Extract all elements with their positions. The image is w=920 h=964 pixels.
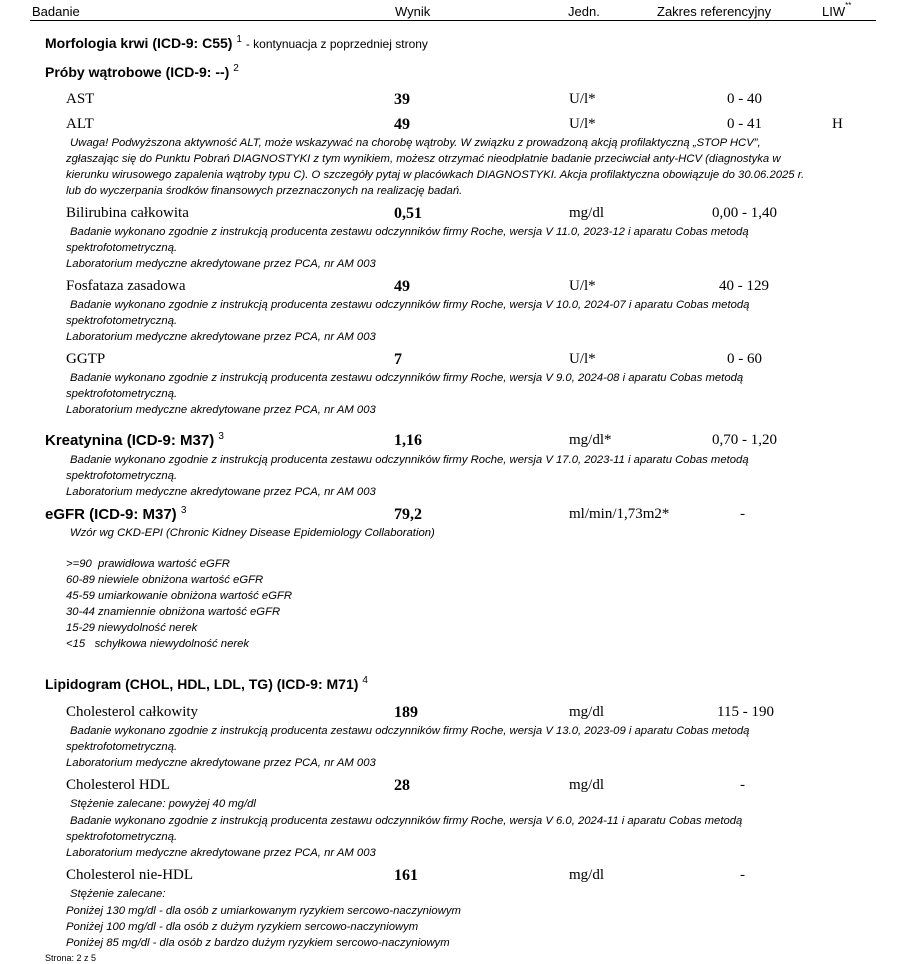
column-header-range: Zakres referencyjny <box>657 4 772 19</box>
test-value-chol: 189 <box>394 704 418 721</box>
note-line: zgłaszając się do Punktu Pobrań DIAGNOSTYKI z tym wynikiem, możesz otrzymać nieodpłatnie badanie przeciwciał anty-HCV (diagnostyka w <box>66 153 781 165</box>
test-range-ggtp: 0 - 60 <box>727 351 762 367</box>
test-name-alt: ALT <box>66 116 94 132</box>
test-range-hdl: - <box>740 777 745 793</box>
test-name-niehdl: Cholesterol nie-HDL <box>66 867 194 883</box>
note-line: Uwaga! Podwyższona aktywność ALT, może wskazywać na chorobę wątroby. W związku z prowadzoną akcją profilaktyczną „STOP HCV”, <box>70 137 761 149</box>
note-line: spektrofotometryczną. <box>66 831 178 843</box>
test-value-ast: 39 <box>394 91 410 108</box>
note-line: Laboratorium medyczne akredytowane przez PCA, nr AM 003 <box>66 757 376 769</box>
test-value-hdl: 28 <box>394 777 410 794</box>
test-value-kreatynina: 1,16 <box>394 432 422 449</box>
note-line: Laboratorium medyczne akredytowane przez PCA, nr AM 003 <box>66 404 376 416</box>
note-line: Stężenie zalecane: powyżej 40 mg/dl <box>70 798 256 810</box>
note-line: spektrofotometryczną. <box>66 741 178 753</box>
test-value-bilirubina: 0,51 <box>394 205 422 222</box>
note-line: Badanie wykonano zgodnie z instrukcją producenta zestawu odczynników firmy Roche, wersja V 9.0, 2024-08 i aparatu Cobas metodą <box>70 372 744 384</box>
note-line: Laboratorium medyczne akredytowane przez PCA, nr AM 003 <box>66 258 376 270</box>
test-range-bilirubina: 0,00 - 1,40 <box>712 205 777 221</box>
egfr-formula: Wzór wg CKD-EPI (Chronic Kidney Disease Epidemiology Collaboration) <box>70 527 435 539</box>
note-line: spektrofotometryczną. <box>66 315 178 327</box>
note-line: Stężenie zalecane: <box>70 888 166 900</box>
test-name-bilirubina: Bilirubina całkowita <box>66 205 189 221</box>
note-line: Poniżej 130 mg/dl - dla osób z umiarkowanym ryzykiem sercowo-naczyniowym <box>66 905 461 917</box>
egfr-scale-line: <15 schyłkowa niewydolność nerek <box>66 638 250 650</box>
section-kreatynina: Kreatynina (ICD-9: M37) $^3$ <box>45 431 224 449</box>
section-lipidogram: Lipidogram (CHOL, HDL, LDL, TG) (ICD-9: M71) $^4$ <box>45 675 368 692</box>
test-range-fosfataza: 40 - 129 <box>719 278 769 294</box>
test-range-kreatynina: 0,70 - 1,20 <box>712 432 777 448</box>
note-line: Laboratorium medyczne akredytowane przez PCA, nr AM 003 <box>66 486 376 498</box>
test-unit-kreatynina: mg/dl* <box>569 432 612 448</box>
note-line: Laboratorium medyczne akredytowane przez PCA, nr AM 003 <box>66 847 376 859</box>
test-unit-fosfataza: U/l* <box>569 278 596 294</box>
test-name-ast: AST <box>66 91 95 107</box>
test-value-ggtp: 7 <box>394 351 402 368</box>
column-header-unit: Jedn. <box>568 4 600 19</box>
note-line: kierunku wirusowego zapalenia wątroby typu C). O szczegóły pytaj w placówkach DIAGNOSTYKI. Akcja profilaktyczna obowiązuje do 30.06.2025 r. <box>66 169 805 181</box>
page-number: Strona: 2 z 5 <box>45 953 97 963</box>
note-line: lub do wyczerpania środków finansowych przeznaczonych na realizację badań. <box>66 185 463 197</box>
note-line: Badanie wykonano zgodnie z instrukcją producenta zestawu odczynników firmy Roche, wersja V 6.0, 2024-11 i aparatu Cobas metodą <box>70 815 743 827</box>
note-line: spektrofotometryczną. <box>66 388 178 400</box>
test-unit-egfr: ml/min/1,73m2* <box>569 506 670 522</box>
note-line: Badanie wykonano zgodnie z instrukcją producenta zestawu odczynników firmy Roche, wersja V 10.0, 2024-07 i aparatu Cobas metodą <box>70 299 750 311</box>
note-line: Badanie wykonano zgodnie z instrukcją producenta zestawu odczynników firmy Roche, wersja V 13.0, 2023-09 i aparatu Cobas metodą <box>70 725 750 737</box>
egfr-scale-line: >=90 prawidłowa wartość eGFR <box>66 558 230 570</box>
test-unit-chol: mg/dl <box>569 704 605 720</box>
test-unit-alt: U/l* <box>569 116 596 132</box>
note-line: spektrofotometryczną. <box>66 470 178 482</box>
test-range-chol: 115 - 190 <box>717 704 774 720</box>
test-unit-bilirubina: mg/dl <box>569 205 605 221</box>
egfr-scale-line: 60-89 niewiele obniżona wartość eGFR <box>66 574 264 586</box>
test-value-alt: 49 <box>394 116 410 133</box>
column-header-test: Badanie <box>32 4 80 19</box>
test-name-chol: Cholesterol całkowity <box>66 704 199 720</box>
test-name-ggtp: GGTP <box>66 351 106 367</box>
test-value-fosfataza: 49 <box>394 278 410 295</box>
test-unit-niehdl: mg/dl <box>569 867 605 883</box>
header-divider <box>30 20 876 21</box>
note-line: Badanie wykonano zgodnie z instrukcją producenta zestawu odczynników firmy Roche, wersja V 17.0, 2023-11 i aparatu Cobas metodą <box>70 454 749 466</box>
egfr-scale-line: 15-29 niewydolność nerek <box>66 622 198 634</box>
egfr-scale-line: 45-59 umiarkowanie obniżona wartość eGFR <box>66 590 293 602</box>
egfr-scale-line: 30-44 znamiennie obniżona wartość eGFR <box>66 606 281 618</box>
test-value-niehdl: 161 <box>394 867 418 884</box>
test-range-egfr: - <box>740 506 745 522</box>
test-flag-alt: H <box>832 116 843 132</box>
test-unit-ggtp: U/l* <box>569 351 596 367</box>
test-value-egfr: 79,2 <box>394 506 422 523</box>
note-line: spektrofotometryczną. <box>66 242 178 254</box>
test-range-alt: 0 - 41 <box>727 116 762 132</box>
test-unit-ast: U/l* <box>569 91 596 107</box>
note-line: Poniżej 100 mg/dl - dla osób z dużym ryzykiem sercowo-naczyniowym <box>66 921 419 933</box>
test-name-fosfataza: Fosfataza zasadowa <box>66 278 186 294</box>
test-range-niehdl: - <box>740 867 745 883</box>
note-line: Poniżej 85 mg/dl - dla osób z bardzo dużym ryzykiem sercowo-naczyniowym <box>66 937 450 949</box>
column-header-result: Wynik <box>395 4 431 19</box>
column-header-liw: LIW** <box>822 1 852 19</box>
test-name-hdl: Cholesterol HDL <box>66 777 170 793</box>
section-proby-watrobowe: Próby wątrobowe (ICD-9: --) $^2$ <box>45 63 239 80</box>
section-egfr: eGFR (ICD-9: M37) $^3$ <box>45 505 187 523</box>
section-morfologia: Morfologia krwi (ICD-9: C55) $^1$ - kontynuacja z poprzedniej strony <box>45 34 428 51</box>
test-unit-hdl: mg/dl <box>569 777 605 793</box>
note-line: Badanie wykonano zgodnie z instrukcją producenta zestawu odczynników firmy Roche, wersja V 11.0, 2023-12 i aparatu Cobas metodą <box>70 226 749 238</box>
note-line: Laboratorium medyczne akredytowane przez PCA, nr AM 003 <box>66 331 376 343</box>
test-range-ast: 0 - 40 <box>727 91 762 107</box>
